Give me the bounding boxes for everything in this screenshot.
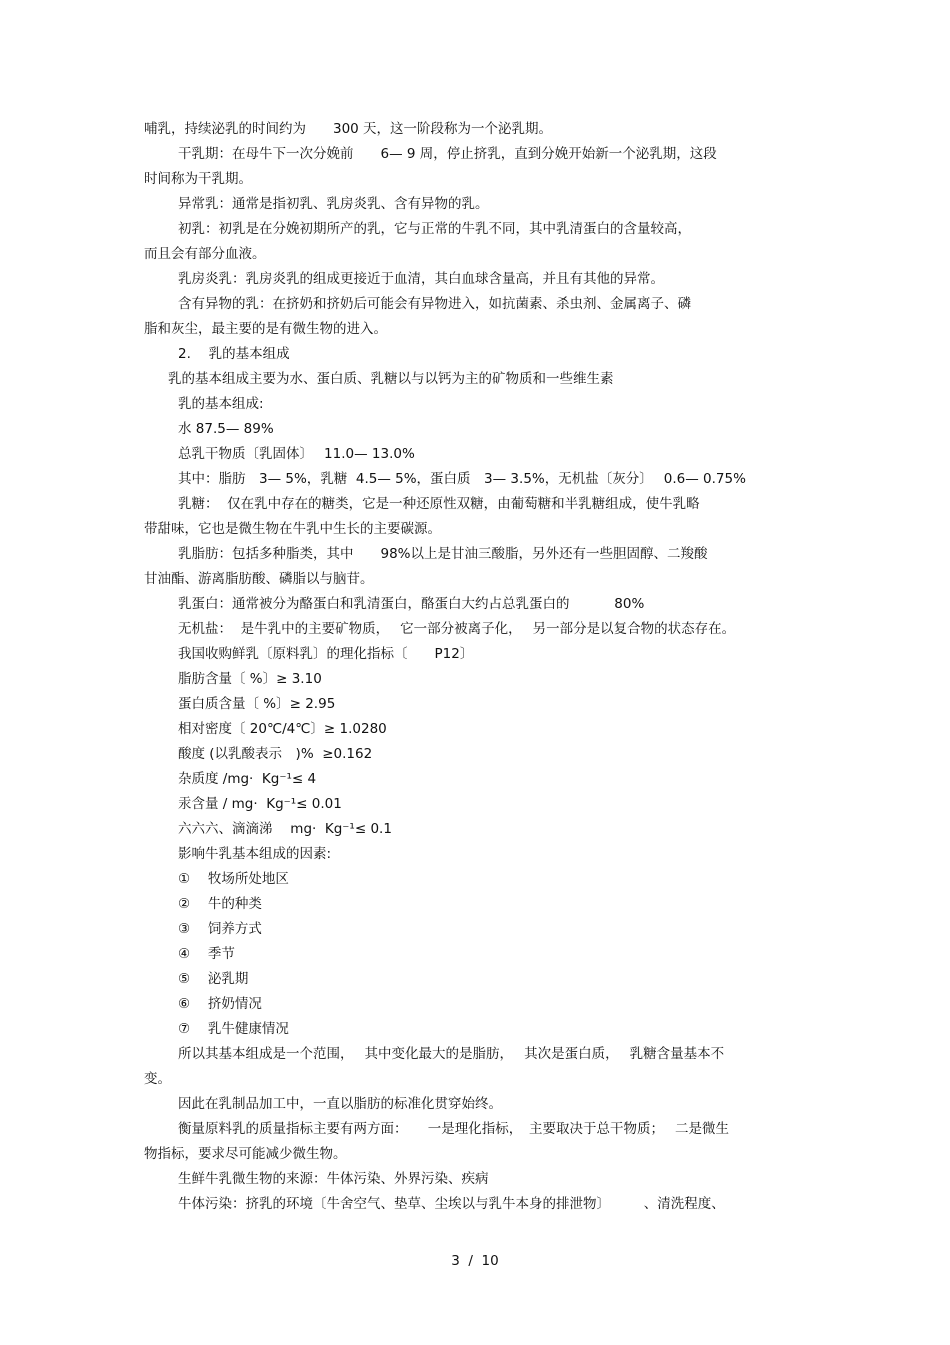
text-line: 总乳干物质〔乳固体〕 11.0— 13.0% (178, 446, 415, 462)
text-line: 无机盐： 是牛乳中的主要矿物质， 它一部分被离子化， 另一部分是以复合物的状态存在。 (178, 621, 736, 637)
list-item: ④ 季节 (178, 946, 235, 962)
text-line: 哺乳，持续泌乳的时间约为 300 天，这一阶段称为一个泌乳期。 (144, 121, 553, 137)
text-line: 物指标，要求尽可能减少微生物。 (144, 1146, 347, 1162)
text-line: 所以其基本组成是一个范围， 其中变化最大的是脂肪， 其次是蛋白质， 乳糖含量基本不 (178, 1046, 725, 1062)
text-line: 生鲜牛乳微生物的来源：牛体污染、外界污染、疾病 (178, 1171, 489, 1187)
text-line: 蛋白质含量〔 %〕≥ 2.95 (178, 696, 336, 712)
text-line: 我国收购鲜乳〔原料乳〕的理化指标〔 P12〕 (178, 646, 474, 662)
text-line: 脂和灰尘，最主要的是有微生物的进入。 (144, 321, 387, 337)
text-line: 乳的基本组成主要为水、蛋白质、乳糖以与以钙为主的矿物质和一些维生素 (168, 371, 614, 387)
text-line: 因此在乳制品加工中，一直以脂肪的标准化贯穿始终。 (178, 1096, 502, 1112)
text-line: 六六六、滴滴涕 mg· Kg⁻¹≤ 0.1 (178, 821, 392, 837)
text-line: 干乳期：在母牛下一次分娩前 6— 9 周，停止挤乳，直到分娩开始新一个泌乳期，这段 (178, 146, 717, 162)
text-line: 而且会有部分血液。 (144, 246, 266, 262)
text-line: 汞含量 / mg· Kg⁻¹≤ 0.01 (178, 796, 342, 812)
list-item: ⑤ 泌乳期 (178, 971, 249, 987)
text-line: 牛体污染：挤乳的环境〔牛舍空气、垫草、尘埃以与乳牛本身的排泄物〕 、清洗程度、 (178, 1196, 725, 1212)
text-line: 乳的基本组成: (178, 396, 264, 412)
text-line: 带甜味，它也是微生物在牛乳中生长的主要碳源。 (144, 521, 441, 537)
text-line: 影响牛乳基本组成的因素: (178, 846, 332, 862)
text-line: 异常乳：通常是指初乳、乳房炎乳、含有异物的乳。 (178, 196, 489, 212)
text-line: 相对密度〔 20℃/4℃〕≥ 1.0280 (178, 721, 387, 737)
text-line: 水 87.5— 89% (178, 421, 274, 437)
page-number: 3 / 10 (451, 1253, 499, 1269)
section-heading: 2. 乳的基本组成 (178, 346, 290, 362)
text-line: 乳糖： 仅在乳中存在的糖类，它是一种还原性双糖，由葡萄糖和半乳糖组成，使牛乳略 (178, 496, 700, 512)
list-item: ③ 饲养方式 (178, 921, 262, 937)
list-item: ⑦ 乳牛健康情况 (178, 1021, 289, 1037)
text-line: 乳蛋白：通常被分为酪蛋白和乳清蛋白，酪蛋白大约占总乳蛋白的 80% (178, 596, 645, 612)
text-line: 变。 (144, 1071, 171, 1087)
text-line: 初乳：初乳是在分娩初期所产的乳，它与正常的牛乳不同，其中乳清蛋白的含量较高， (178, 221, 691, 237)
text-line: 杂质度 /mg· Kg⁻¹≤ 4 (178, 771, 317, 787)
text-line: 其中：脂肪 3— 5%，乳糖 4.5— 5%，蛋白质 3— 3.5%，无机盐〔灰分〕 0.6— 0.75% (178, 471, 746, 487)
text-line: 乳房炎乳：乳房炎乳的组成更接近于血清，其白血球含量高，并且有其他的异常。 (178, 271, 664, 287)
text-line: 脂肪含量〔 %〕≥ 3.10 (178, 671, 322, 687)
text-line: 衡量原料乳的质量指标主要有两方面： 一是理化指标， 主要取决于总干物质； 二是微生 (178, 1121, 730, 1137)
list-item: ② 牛的种类 (178, 896, 262, 912)
text-line: 甘油酯、游离脂肪酸、磷脂以与脑苷。 (144, 571, 374, 587)
text-line: 含有异物的乳：在挤奶和挤奶后可能会有异物进入，如抗菌素、杀虫剂、金属离子、磷 (178, 296, 691, 312)
list-item: ⑥ 挤奶情况 (178, 996, 262, 1012)
text-line: 酸度 (以乳酸表示 )% ≥0.162 (178, 746, 373, 762)
text-line: 乳脂肪：包括多种脂类，其中 98%以上是甘油三酸脂，另外还有一些胆固醇、二羧酸 (178, 546, 708, 562)
list-item: ① 牧场所处地区 (178, 871, 289, 887)
text-line: 时间称为干乳期。 (144, 171, 252, 187)
